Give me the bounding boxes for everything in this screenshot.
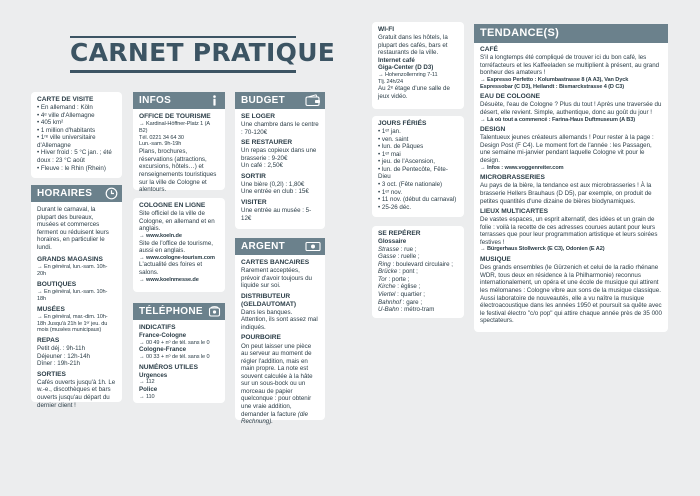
argent-header bbox=[235, 238, 325, 255]
glossary-word: Brücke bbox=[378, 268, 398, 276]
carte-line: • 4ᵉ ville d'Allemagne bbox=[37, 111, 95, 119]
horaires-section-title: REPAS bbox=[37, 337, 60, 345]
budget-header bbox=[235, 92, 325, 109]
glossary-def: : église ; bbox=[395, 283, 421, 291]
feries-item: • lun. de Pâques bbox=[378, 143, 424, 151]
glossary-def: : rue ; bbox=[398, 245, 417, 253]
carte-line: • Fleuve : le Rhin (Rhein) bbox=[37, 164, 106, 172]
budget-section-text: Une bière (0,2l) : 1,80€ Une entrée en club : 15€ bbox=[241, 180, 309, 196]
urgences-label: Urgences bbox=[139, 371, 168, 379]
se-reperer-box bbox=[372, 226, 464, 318]
title-rule-bottom bbox=[70, 70, 296, 73]
tendances-box bbox=[474, 24, 668, 332]
glossary-entry bbox=[378, 253, 458, 261]
pourboire-text-main: On peut laisser une pièce au serveur au moment de régler l'addition, mais en main propre. La note est souvent calculée à la hâte sur un sous-bock ou un morceau de papier quelconque : pour obtenir une vraie addition, demander la facture bbox=[241, 342, 313, 418]
cologne-text: Site de l'office de tourisme, aussi en anglais. bbox=[139, 239, 213, 255]
glossary-entry bbox=[378, 283, 458, 291]
cologne-france-label: Cologne-France bbox=[139, 346, 187, 354]
glossary-word: Gasse bbox=[378, 253, 396, 261]
lieux-multicartes-heading: LIEUX MULTICARTES bbox=[480, 208, 549, 216]
horaires-box bbox=[31, 185, 122, 409]
design-heading: DESIGN bbox=[480, 126, 506, 134]
distributeur-heading: DISTRIBUTEUR (GELDAUTOMAT) bbox=[241, 292, 297, 308]
budget-section-text: Une entrée au musée : 5-12€ bbox=[241, 207, 312, 222]
carte-line: • 1 million d'habitants bbox=[37, 126, 96, 134]
glossary-entry bbox=[378, 246, 458, 254]
telephone-title: TÉLÉPHONE bbox=[139, 306, 203, 317]
feries-item: • 3 oct. (Fête nationale) bbox=[378, 180, 443, 188]
feries-item: • ven. saint bbox=[378, 135, 409, 143]
indicatifs-heading: INDICATIFS bbox=[139, 324, 176, 331]
glossary-def: : ruelle ; bbox=[395, 253, 420, 261]
pourboire-heading: POURBOIRE bbox=[241, 334, 281, 342]
page-title: CARNET PRATIQUE bbox=[70, 38, 336, 67]
pourboire-text bbox=[241, 343, 319, 426]
feries-item: • 1ᵉʳ mai bbox=[378, 150, 401, 158]
horaires-section-title: SORTIES bbox=[37, 370, 66, 378]
info-icon bbox=[208, 94, 221, 107]
glossary-entry bbox=[378, 291, 458, 299]
police-label: Police bbox=[139, 386, 158, 394]
feries-item: • lun. de Pentecôte, Fête-Dieu bbox=[378, 165, 448, 181]
pourboire-text-term: (die Rechnung). bbox=[241, 410, 309, 426]
wifi-text: Gratuit dans les hôtels, la plupart des cafés, bars et restaurants de la ville. bbox=[378, 34, 448, 57]
horaires-section-text: → En général, lun.-sam. 10h-20h bbox=[37, 264, 108, 278]
carte-line: • 405 km² bbox=[37, 119, 64, 127]
telephone-header bbox=[133, 303, 225, 320]
cafe-text: S'il a longtemps été compliqué de trouver ici du bon café, les torréfacteurs et les Kaffeeladen se multiplient à présent, au grand bonheur des amateurs ! bbox=[480, 54, 660, 77]
distributeur-text: Dans les banques. Attention, ils sont assez mal indiqués. bbox=[241, 308, 318, 331]
tendances-title: TENDANCE(S) bbox=[480, 27, 560, 39]
carte-line: doux : 23 °C août bbox=[37, 156, 85, 164]
horaires-section-text: Petit déj. : 9h-11h Déjeuner : 12h-14h Dîner : 19h-21h bbox=[37, 345, 90, 368]
microbrasseries-text: Au pays de la bière, la tendance est aux microbrasseries ! À la brasserie Hellers Brauhaus (D D5), par exemple, on produit de petites quantités d'une dizaine de bières biodynamiques. bbox=[480, 182, 652, 205]
cash-icon bbox=[305, 240, 321, 253]
france-cologne-label: France-Cologne bbox=[139, 332, 187, 340]
musique-heading: MUSIQUE bbox=[480, 256, 511, 264]
eau-de-cologne-address: → Là où tout a commencé : Farina-Haus Duftmuseum (A B3) bbox=[480, 116, 635, 123]
budget-box bbox=[235, 92, 325, 229]
budget-section-text: Une chambre dans le centre : 70-120€ bbox=[241, 121, 319, 136]
jours-feries-box bbox=[372, 116, 464, 217]
glossary-word: Tor bbox=[378, 275, 387, 283]
urgences-number: → 112 bbox=[139, 379, 155, 386]
musique-text: Des grands ensembles (le Gürzenich et celui de la radio rhénane WDR, tous deux en résidence à la Philharmonie) reconnus internationalement, un opéra et une école de musique qui attirent les mélomanes : Cologne vibre aux sons de la musique classique. Aussi laboratoire de nouveautés, elle a vu naître la musique électroacoustique dans les années 1950 et poursuit sa quête avec le festival électro "c/o pop" qui attire chaque année près de 35 000 spectateurs. bbox=[480, 264, 662, 325]
cartes-bancaires-text: Rarement acceptées, prévoir d'avoir toujours du liquide sur soi. bbox=[241, 267, 312, 290]
glossary-entry bbox=[378, 276, 458, 284]
infos-header bbox=[133, 92, 225, 109]
carte-heading: CARTE DE VISITE bbox=[37, 96, 94, 103]
office-address: → Kardinal-Höffner-Platz 1 (A B2) bbox=[139, 121, 210, 134]
design-link[interactable]: → Infos : www.voggenreiter.com bbox=[480, 164, 564, 171]
glossary-word: Kirche bbox=[378, 283, 396, 291]
budget-section-title: SE LOGER bbox=[241, 113, 276, 120]
infos-box bbox=[133, 92, 225, 194]
glossary-def: : pont ; bbox=[397, 268, 418, 276]
carte-line: d'Allemagne bbox=[37, 141, 71, 149]
budget-title: BUDGET bbox=[241, 95, 286, 106]
carte-de-visite-box bbox=[31, 92, 122, 178]
cologne-text: L'actualité des foires et salons. bbox=[139, 261, 203, 277]
glossary-word: Bahnhof bbox=[378, 298, 402, 306]
giga-center-address: → Hohenzollernring 7-11 bbox=[378, 71, 438, 78]
cologne-heading: COLOGNE EN LIGNE bbox=[139, 202, 206, 209]
horaires-section-text: → En général, lun.-sam. 10h-18h bbox=[37, 289, 108, 302]
giga-center-label: Giga-Center (D D3) bbox=[378, 64, 434, 72]
horaires-section-text: → En général, mar.-dim. 10h-18h Jusqu'à 21h le 1ᵉʳ jeu. du mois (musées municipaux) bbox=[37, 313, 108, 334]
feries-item: • 25-26 déc. bbox=[378, 203, 412, 211]
horaires-section-title: GRANDS MAGASINS bbox=[37, 256, 103, 264]
feries-item: • 1ᵉʳ jan. bbox=[378, 128, 401, 136]
giga-center-hours: Tlj. 24h/24 bbox=[378, 78, 404, 85]
tendances-header bbox=[474, 24, 668, 43]
clock-icon bbox=[105, 187, 118, 200]
horaires-intro: Durant le carnaval, la plupart des bureaux, musées et commerces ferment ou réduisent leurs horaires, en particulier le lundi. bbox=[37, 206, 109, 251]
horaires-section-title: MUSÉES bbox=[37, 305, 65, 313]
reperer-heading: SE REPÉRER bbox=[378, 230, 421, 237]
wifi-box bbox=[372, 22, 464, 109]
budget-section-title: SORTIR bbox=[241, 172, 266, 180]
budget-section-text: Un repas copieux dans une brasserie : 9-20€ Un café : 2,50€ bbox=[241, 147, 317, 170]
glossary-def: : métro-tram bbox=[398, 306, 435, 314]
budget-section-title: VISITER bbox=[241, 199, 267, 207]
phone-icon bbox=[208, 305, 221, 318]
cologne-france-text: → 00 33 + nᵒ de tél. sans le 0 bbox=[139, 353, 210, 360]
horaires-section-title: BOUTIQUES bbox=[37, 281, 77, 289]
glossary-entry bbox=[378, 299, 458, 307]
glossary-word: Ring bbox=[378, 260, 391, 268]
telephone-box bbox=[133, 303, 225, 403]
glossary-entry bbox=[378, 268, 458, 276]
lieux-multicartes-text: De vastes espaces, un esprit alternatif, des idées et un grain de folie : voilà la recette de ces adresses courues autant pour leurs terrasses que pour leur programmation artistique et leurs soirées festives ! bbox=[480, 216, 658, 246]
horaires-section-text: Cafés ouverts jusqu'à 1h. Le w.-e., discothèques et bars ouverts jusqu'au départ du dernier client ! bbox=[37, 378, 116, 409]
lieux-multicartes-addresses: → Bürgerhaus Stollwerck (E C3), Odonien (E A2) bbox=[480, 246, 605, 253]
carte-line: • 1ʳᵉ ville universitaire bbox=[37, 134, 96, 142]
cologne-text: Site officiel de la ville de Cologne, en allemand et en anglais. bbox=[139, 210, 215, 233]
france-cologne-text: → 00 49 + nᵒ de tél. sans le 0 bbox=[139, 339, 210, 346]
office-phone: Tél. 0221 34 64 30 bbox=[139, 134, 184, 141]
glossary-def: : porte ; bbox=[386, 275, 410, 283]
feries-heading: JOURS FÉRIÉS bbox=[378, 120, 427, 127]
design-text: Talentueux jeunes créateurs allemands ! Pour rester à la page : Design Post (F C4). Le moment fort de l'année : les Passagen, une semaine mi-janvier pendant laquelle Cologne vit pour le design. bbox=[480, 134, 654, 165]
link-cologne-tourism[interactable]: → www.cologne-tourism.com bbox=[139, 254, 215, 261]
argent-box bbox=[235, 238, 325, 426]
glossary-word: U-Bahn bbox=[378, 306, 399, 314]
feries-item: • jeu. de l'Ascension, bbox=[378, 158, 436, 166]
eau-de-cologne-heading: EAU DE COLOGNE bbox=[480, 93, 541, 101]
numeros-heading: NUMÉROS UTILES bbox=[139, 363, 198, 371]
horaires-title: HORAIRES bbox=[37, 188, 93, 199]
infos-title: INFOS bbox=[139, 95, 172, 106]
glossary-def: : quartier ; bbox=[395, 290, 426, 298]
office-heading: OFFICE DE TOURISME bbox=[139, 113, 211, 120]
giga-center-note: Au 2ᵉ étage d'une salle de jeux vidéo. bbox=[378, 85, 450, 101]
glossary-def: : boulevard circulaire ; bbox=[390, 260, 453, 268]
glossary-word: Viertel bbox=[378, 290, 396, 298]
budget-section-title: SE RESTAURER bbox=[241, 139, 293, 147]
carte-line: • Hiver froid : 5 °C jan. ; été bbox=[37, 149, 112, 157]
police-number: → 110 bbox=[139, 393, 155, 400]
wallet-icon bbox=[305, 94, 321, 107]
office-hours: Lun.-sam. 9h-19h bbox=[139, 141, 182, 148]
internet-cafe-label: Internet café bbox=[378, 56, 415, 64]
office-text: Plans, brochures, réservations (attractions, excursions, hôtels…) et renseignements touristiques sur la ville de Cologne et alentours. bbox=[139, 148, 217, 194]
feries-item: • 1ᵉʳ nov. bbox=[378, 188, 403, 196]
cologne-en-ligne-box bbox=[133, 198, 225, 292]
eau-de-cologne-text: Désuète, l'eau de Cologne ? Plus du tout ! Après une traversée du désert, elle revient. Simple, authentique, donc au goût du jour ! bbox=[480, 101, 662, 116]
cafe-heading: CAFÉ bbox=[480, 46, 498, 53]
argent-title: ARGENT bbox=[241, 241, 286, 252]
wifi-heading: WI-FI bbox=[378, 26, 395, 33]
microbrasseries-heading: MICROBRASSERIES bbox=[480, 174, 545, 182]
feries-item: • 11 nov. (début du carnaval) bbox=[378, 196, 457, 204]
carte-line: • En allemand : Köln bbox=[37, 104, 93, 112]
glossaire-label: Glossaire bbox=[378, 238, 407, 246]
link-koelnmesse[interactable]: → www.koelnmesse.de bbox=[139, 276, 199, 283]
link-koeln[interactable]: → www.koeln.de bbox=[139, 232, 182, 239]
horaires-header bbox=[31, 185, 122, 202]
glossary-entry bbox=[378, 306, 458, 314]
cafe-addresses: → Espresso Perfetto : Kolumbastrasse 8 (A A3), Van Dyck Espressobar (C D3), Heilandt : Bismarckstrasse 4 (D C3) bbox=[480, 76, 629, 90]
cartes-bancaires-heading: CARTES BANCAIRES bbox=[241, 259, 310, 266]
glossary-word: Strasse bbox=[378, 245, 399, 253]
glossary-entry bbox=[378, 261, 458, 269]
glossary-def: : gare ; bbox=[401, 298, 423, 306]
